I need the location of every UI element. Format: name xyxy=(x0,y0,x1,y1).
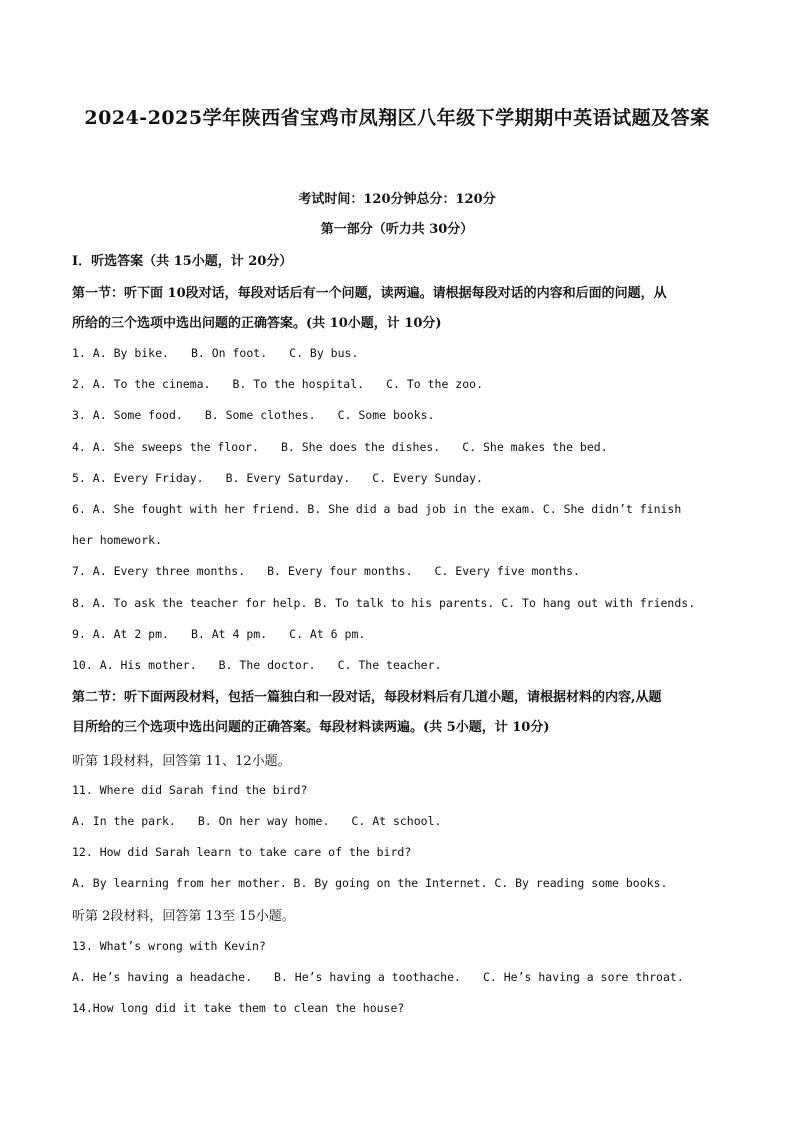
sub2-instruction-line1: 第二节：听下面两段材料，包括一篇独白和一段对话，每段材料后有几道小题，请根据材料的内容,从题 xyxy=(72,690,662,705)
question-6-line1: 6. A. She fought with her friend. B. She did a bad job in the exam. C. She didn’t finish xyxy=(72,502,682,516)
question-3: 3. A. Some food. B. Some clothes. C. Some books. xyxy=(72,408,435,422)
question-14: 14.How long did it take them to clean the house? xyxy=(72,1001,405,1015)
material-2-note: 听第 2段材料，回答第 13至 15小题。 xyxy=(72,909,295,924)
question-11-options: A. In the park. B. On her way home. C. At school. xyxy=(72,814,442,828)
question-5: 5. A. Every Friday. B. Every Saturday. C. Every Sunday. xyxy=(72,471,483,485)
question-10: 10. A. His mother. B. The doctor. C. The teacher. xyxy=(72,658,442,672)
question-12-options: A. By learning from her mother. B. By going on the Internet. C. By reading some books. xyxy=(72,876,668,890)
sub1-instruction-line1: 第一节：听下面 10段对话，每段对话后有一个问题，读两遍。请根据每段对话的内容和后面的问题，从 xyxy=(72,286,667,301)
question-4: 4. A. She sweeps the floor. B. She does the dishes. C. She makes the bed. xyxy=(72,440,608,454)
question-13-options: A. He’s having a headache. B. He’s having a toothache. C. He’s having a sore throat. xyxy=(72,970,684,984)
exam-info: 考试时间：120分钟总分：120分 xyxy=(298,192,496,207)
page-title: 2024-2025学年陕西省宝鸡市凤翔区八年级下学期期中英语试题及答案 xyxy=(84,107,710,129)
sub2-instruction-line2: 目所给的三个选项中选出问题的正确答案。每段材料读两遍。(共 5小题，计 10分) xyxy=(72,720,550,735)
material-1-note: 听第 1段材料，回答第 11、12小题。 xyxy=(72,754,291,769)
question-13: 13. What’s wrong with Kevin? xyxy=(72,939,266,953)
question-11: 11. Where did Sarah find the bird? xyxy=(72,783,308,797)
question-7: 7. A. Every three months. B. Every four months. C. Every five months. xyxy=(72,564,580,578)
question-2: 2. A. To the cinema. B. To the hospital. C. To the zoo. xyxy=(72,377,483,391)
question-6-line2: her homework. xyxy=(72,533,163,547)
section-i-heading: Ⅰ．听选答案（共 15小题，计 20分） xyxy=(72,254,293,269)
question-1: 1. A. By bike. B. On foot. C. By bus. xyxy=(72,346,359,360)
question-8: 8. A. To ask the teacher for help. B. To talk to his parents. C. To hang out with friends. xyxy=(72,596,696,610)
question-12: 12. How did Sarah learn to take care of the bird? xyxy=(72,845,412,859)
question-9: 9. A. At 2 pm. B. At 4 pm. C. At 6 pm. xyxy=(72,627,366,641)
part-one-heading: 第一部分（听力共 30分） xyxy=(320,222,474,237)
sub1-instruction-line2: 所给的三个选项中选出问题的正确答案。(共 10小题，计 10分) xyxy=(72,316,442,331)
